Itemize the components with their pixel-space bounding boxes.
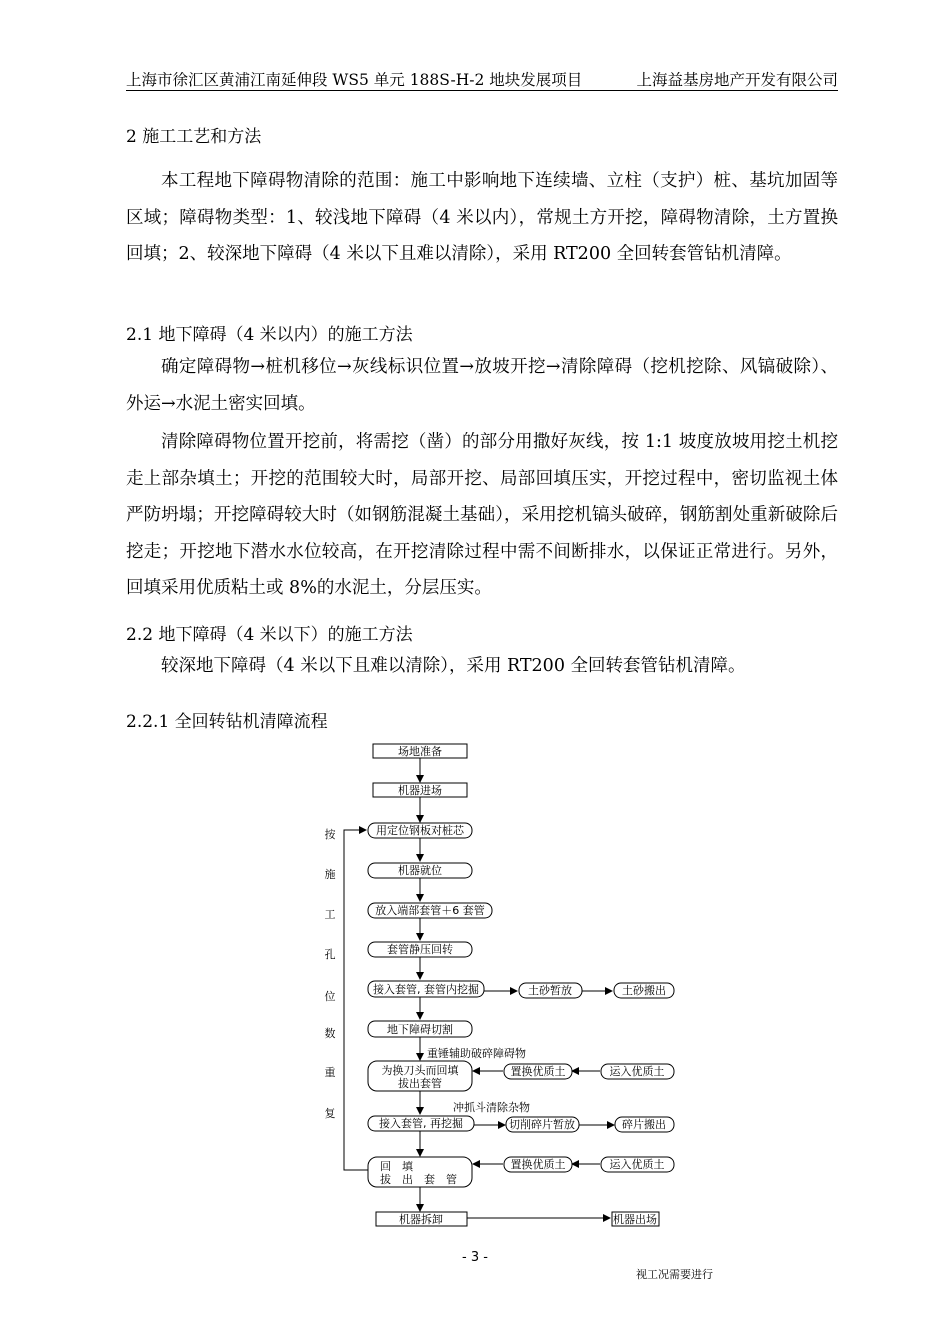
flow-loop-label: [325, 827, 337, 1120]
flow-box-site-prep: [373, 744, 467, 758]
subsection-2-2-title: 2.2 地下障碍（4 米以下）的施工方法: [126, 625, 413, 645]
flow-text-soil-temp: 土砂暂放: [528, 984, 572, 997]
flow-box-replace-soil-2: [504, 1157, 572, 1172]
flow-box-replace-soil-1: [504, 1064, 572, 1079]
flow-box-cut-obstacle: [368, 1021, 472, 1037]
subsection-2-1-title: 2.1 地下障碍（4 米以内）的施工方法: [126, 325, 413, 345]
header-company: 上海益基房地产开发有限公司: [636, 71, 838, 89]
loop-label-char: 工: [324, 908, 336, 921]
flow-box-final-backfill: [368, 1157, 472, 1187]
flow-text-soil-out: 土砂搬出: [622, 984, 666, 997]
flow-note-grab: 冲抓斗清除杂物: [453, 1101, 530, 1114]
flow-box-soil-temp: [519, 983, 582, 998]
excavation-paragraph: 清除障碍物位置开挖前，将需挖（凿）的部分用撒好灰线，按 1:1 坡度放坡用挖土机挖走上部杂填土；开挖的范围较大时，局部开挖、局部回填压实，开挖过程中，密切监视土体严防坍塌；开挖障碍较大时（如钢筋混凝土基础），采用挖机镐头破碎，钢筋割处重新破除后挖走；开挖地下潜水水位较高，在开挖清除过程中需不间断排水，以保证正常进行。另外，回填采用优质粘土或 8%的水泥土，分层压实。: [126, 432, 838, 598]
flow-text-machine-pos: 机器就位: [398, 864, 442, 877]
flow-text-fragments-temp: 切削碎片暂放: [509, 1118, 575, 1131]
subsection-2-2-1-title: 2.2.1 全回转钻机清障流程: [126, 712, 328, 732]
deep-obstacle-paragraph: 较深地下障碍（4 米以下且难以清除），采用 RT200 全回转套管钻机清障。: [161, 656, 746, 676]
flow-box-align: [368, 823, 472, 838]
flow-box-dismantle: [376, 1212, 467, 1226]
scope-paragraph: 本工程地下障碍物清除的范围：施工中影响地下连续墙、立柱（支护）桩、基坑加固等区域；障碍物类型：1、较浅地下障碍（4 米以内），常规土方开挖，障碍物清除，土方置换回填；2、较深地下障碍（4 米以下且难以清除），采用 RT200 全回转套管钻机清障。: [126, 171, 838, 264]
flow-box-press-rotate: [368, 942, 472, 957]
flow-box-fragments-temp: [506, 1117, 579, 1132]
flow-text-align: 用定位钢板对桩芯: [376, 824, 464, 837]
loop-label-char: 施: [324, 868, 336, 881]
flow-text-dismantle: 机器拆卸: [399, 1213, 443, 1226]
flow-text-replace-soil-2: 置换优质土: [510, 1158, 566, 1171]
flow-text-cut-obstacle: 地下障碍切割: [387, 1023, 453, 1036]
loop-label-char: 复: [324, 1107, 336, 1120]
flow-text-dig-inside: 接入套管, 套管内挖掘: [373, 983, 479, 996]
flow-box-insert-casing: [368, 903, 492, 918]
loop-label-char: 孔: [324, 948, 336, 961]
page-number: - 3 -: [462, 1250, 488, 1265]
flow-note-hammer: 重锤辅助破碎障碍物: [427, 1047, 526, 1060]
loop-label-char: 重: [324, 1066, 336, 1079]
flow-text-site-prep: 场地准备: [398, 745, 442, 758]
flow-text-final-line1: 回 填: [380, 1160, 413, 1173]
flow-text-backfill-line1: 为换刀头而回填: [381, 1064, 459, 1077]
flow-text-transport-soil-2: 运入优质土: [609, 1158, 665, 1171]
flow-text-machine-in: 机器进场: [398, 784, 442, 797]
flow-box-soil-out: [614, 983, 674, 998]
flow-text-final-line2: 拔 出 套 管: [380, 1173, 457, 1186]
section-title: 2 施工工艺和方法: [126, 127, 262, 147]
flow-box-machine-out: [612, 1212, 659, 1226]
loop-label-char: 位: [324, 990, 336, 1003]
method-sequence-paragraph: 确定障碍物→桩机移位→灰线标识位置→放坡开挖→清除障碍（挖机挖除、风镐破除）、外运→水泥土密实回填。: [126, 357, 838, 414]
flow-box-backfill-casing: [368, 1061, 472, 1091]
flow-text-press-rotate: 套管静压回转: [387, 943, 453, 956]
flow-text-dig-again: 接入套管, 再挖掘: [379, 1117, 463, 1130]
loop-label-char: 按: [324, 828, 336, 841]
flow-box-dig-inside: [368, 981, 484, 997]
flow-text-replace-soil-1: 置换优质土: [510, 1065, 566, 1078]
flow-box-machine-pos: [368, 863, 472, 878]
flow-text-transport-soil-1: 运入优质土: [609, 1065, 665, 1078]
flow-text-machine-out: 机器出场: [613, 1213, 657, 1226]
flow-box-transport-soil-1: [601, 1064, 674, 1079]
flow-box-machine-in: [373, 783, 467, 797]
flow-text-backfill-line2: 拔出套管: [398, 1077, 442, 1090]
flow-text-insert-casing: 放入端部套管＋6 套管: [375, 904, 485, 917]
header-project: 上海市徐汇区黄浦江南延伸段 WS5 单元 188S-H-2 地块发展项目: [126, 71, 583, 89]
flow-text-fragments-out: 碎片搬出: [622, 1118, 666, 1131]
loop-label-char: 数: [324, 1027, 336, 1040]
flow-box-transport-soil-2: [601, 1157, 674, 1172]
flow-box-fragments-out: [615, 1117, 674, 1132]
footnote: 视工况需要进行: [636, 1268, 713, 1281]
flow-box-dig-again: [368, 1116, 474, 1131]
